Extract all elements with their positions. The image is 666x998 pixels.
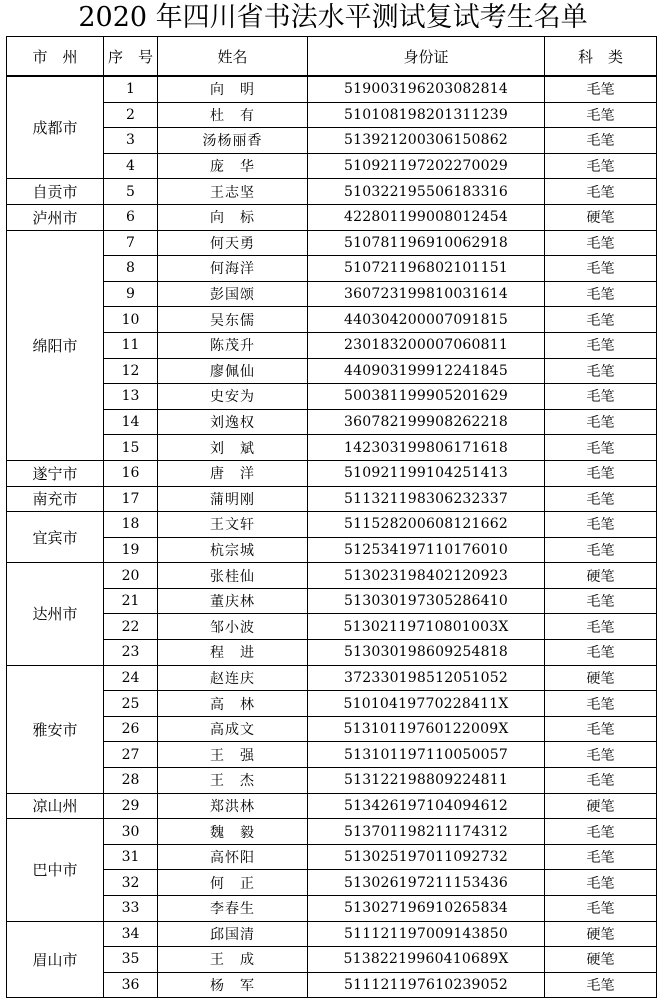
city-cell: 雅安市: [7, 665, 104, 793]
subject-cell: 毛笔: [545, 896, 657, 922]
id-number-cell: 513030198609254818: [308, 640, 545, 666]
id-number-cell: 510781196910062918: [308, 230, 545, 256]
seq-cell: 8: [104, 256, 158, 282]
id-number-cell: 519003196203082814: [308, 76, 545, 102]
id-number-cell: 510921199104251413: [308, 460, 545, 486]
table-row: [7, 870, 657, 896]
id-number-cell: 500381199905201629: [308, 384, 545, 410]
seq-cell: 12: [104, 358, 158, 384]
id-number-cell: 360723199810031614: [308, 281, 545, 307]
subject-cell: 毛笔: [545, 870, 657, 896]
table-row: [7, 102, 657, 128]
id-number-cell: 511321198306232337: [308, 486, 545, 512]
seq-cell: 6: [104, 204, 158, 230]
name-cell: 王文轩: [158, 512, 308, 538]
subject-cell: 毛笔: [545, 435, 657, 461]
seq-cell: 31: [104, 844, 158, 870]
table-row: [7, 409, 657, 435]
id-number-cell: 513027196910265834: [308, 896, 545, 922]
name-cell: 史安为: [158, 384, 308, 410]
id-number-cell: 511121197009143850: [308, 921, 545, 947]
name-cell: 高 林: [158, 691, 308, 717]
city-cell: 泸州市: [7, 204, 104, 230]
id-number-cell: 510921197202270029: [308, 153, 545, 179]
name-cell: 陈茂升: [158, 332, 308, 358]
table-row: [7, 230, 657, 256]
name-cell: 程 进: [158, 640, 308, 666]
table-row: [7, 435, 657, 461]
id-number-cell: 510322195506183316: [308, 179, 545, 205]
city-cell: 巴中市: [7, 819, 104, 921]
seq-cell: 10: [104, 307, 158, 333]
seq-cell: 14: [104, 409, 158, 435]
seq-cell: 26: [104, 716, 158, 742]
id-number-cell: 513030197305286410: [308, 588, 545, 614]
name-cell: 刘逸权: [158, 409, 308, 435]
name-cell: 唐 洋: [158, 460, 308, 486]
name-cell: 庞 华: [158, 153, 308, 179]
seq-cell: 3: [104, 128, 158, 154]
subject-cell: 硬笔: [545, 947, 657, 973]
seq-cell: 21: [104, 588, 158, 614]
id-number-cell: 360782199908262218: [308, 409, 545, 435]
table-row: [7, 716, 657, 742]
name-cell: 高成文: [158, 716, 308, 742]
subject-cell: 毛笔: [545, 179, 657, 205]
city-cell: 绵阳市: [7, 230, 104, 460]
subject-cell: 毛笔: [545, 614, 657, 640]
subject-cell: 毛笔: [545, 486, 657, 512]
seq-cell: 11: [104, 332, 158, 358]
id-number-cell: 513026197211153436: [308, 870, 545, 896]
name-cell: 何天勇: [158, 230, 308, 256]
id-number-cell: 513101197110050057: [308, 742, 545, 768]
subject-cell: 毛笔: [545, 256, 657, 282]
subject-cell: 毛笔: [545, 102, 657, 128]
table-row: [7, 307, 657, 333]
name-cell: 蒲明刚: [158, 486, 308, 512]
table-row: [7, 128, 657, 154]
seq-cell: 22: [104, 614, 158, 640]
table-header: [7, 37, 657, 77]
id-number-cell: 511528200608121662: [308, 512, 545, 538]
seq-cell: 23: [104, 640, 158, 666]
name-cell: 邹小波: [158, 614, 308, 640]
seq-cell: 30: [104, 819, 158, 845]
header-name: 姓名: [158, 37, 308, 77]
subject-cell: 毛笔: [545, 409, 657, 435]
subject-cell: 毛笔: [545, 281, 657, 307]
table-row: [7, 358, 657, 384]
id-number-cell: 512534197110176010: [308, 537, 545, 563]
table-row: [7, 384, 657, 410]
subject-cell: 毛笔: [545, 640, 657, 666]
subject-cell: 毛笔: [545, 972, 657, 998]
seq-cell: 36: [104, 972, 158, 998]
name-cell: 张桂仙: [158, 563, 308, 589]
subject-cell: 毛笔: [545, 76, 657, 102]
city-cell: 遂宁市: [7, 460, 104, 486]
table-row: [7, 614, 657, 640]
seq-cell: 35: [104, 947, 158, 973]
name-cell: 王 成: [158, 947, 308, 973]
table-row: [7, 332, 657, 358]
city-cell: 宜宾市: [7, 512, 104, 563]
header-city: 市 州: [7, 37, 104, 77]
subject-cell: 毛笔: [545, 512, 657, 538]
seq-cell: 33: [104, 896, 158, 922]
id-number-cell: 51302119710801003X: [308, 614, 545, 640]
id-number-cell: 513426197104094612: [308, 793, 545, 819]
table-row: [7, 256, 657, 282]
name-cell: 邱国清: [158, 921, 308, 947]
name-cell: 彭国颂: [158, 281, 308, 307]
subject-cell: 毛笔: [545, 742, 657, 768]
seq-cell: 27: [104, 742, 158, 768]
name-cell: 何 正: [158, 870, 308, 896]
seq-cell: 4: [104, 153, 158, 179]
id-number-cell: 230183200007060811: [308, 332, 545, 358]
subject-cell: 毛笔: [545, 588, 657, 614]
id-number-cell: 51310119760122009X: [308, 716, 545, 742]
seq-cell: 19: [104, 537, 158, 563]
seq-cell: 18: [104, 512, 158, 538]
table-row: [7, 972, 657, 998]
seq-cell: 24: [104, 665, 158, 691]
name-cell: 向 明: [158, 76, 308, 102]
table-row: [7, 563, 657, 589]
subject-cell: 毛笔: [545, 691, 657, 717]
name-cell: 何海洋: [158, 256, 308, 282]
name-cell: 杜 有: [158, 102, 308, 128]
table-row: [7, 819, 657, 845]
seq-cell: 17: [104, 486, 158, 512]
subject-cell: 毛笔: [545, 384, 657, 410]
header-seq: 序 号: [104, 37, 158, 77]
id-number-cell: 513023198402120923: [308, 563, 545, 589]
name-cell: 杨 军: [158, 972, 308, 998]
id-number-cell: 51010419770228411X: [308, 691, 545, 717]
candidate-table: [6, 36, 657, 998]
table-row: [7, 512, 657, 538]
seq-cell: 20: [104, 563, 158, 589]
seq-cell: 28: [104, 768, 158, 794]
subject-cell: 毛笔: [545, 716, 657, 742]
name-cell: 刘 斌: [158, 435, 308, 461]
seq-cell: 32: [104, 870, 158, 896]
id-number-cell: 51382219960410689X: [308, 947, 545, 973]
table-row: [7, 640, 657, 666]
id-number-cell: 513701198211174312: [308, 819, 545, 845]
subject-cell: 毛笔: [545, 844, 657, 870]
subject-cell: 毛笔: [545, 819, 657, 845]
id-number-cell: 142303199806171618: [308, 435, 545, 461]
city-cell: 成都市: [7, 76, 104, 179]
seq-cell: 34: [104, 921, 158, 947]
table-body: [7, 76, 657, 998]
id-number-cell: 513122198809224811: [308, 768, 545, 794]
table-row: [7, 153, 657, 179]
seq-cell: 9: [104, 281, 158, 307]
table-row: [7, 896, 657, 922]
header-id: 身份证: [308, 37, 545, 77]
seq-cell: 15: [104, 435, 158, 461]
id-number-cell: 422801199008012454: [308, 204, 545, 230]
name-cell: 杭宗城: [158, 537, 308, 563]
id-number-cell: 372330198512051052: [308, 665, 545, 691]
subject-cell: 硬笔: [545, 563, 657, 589]
seq-cell: 2: [104, 102, 158, 128]
subject-cell: 毛笔: [545, 332, 657, 358]
table-row: [7, 281, 657, 307]
table-row: [7, 179, 657, 205]
table-row: [7, 793, 657, 819]
subject-cell: 毛笔: [545, 460, 657, 486]
subject-cell: 毛笔: [545, 307, 657, 333]
subject-cell: 毛笔: [545, 128, 657, 154]
header-row: [7, 37, 657, 77]
name-cell: 吴东儒: [158, 307, 308, 333]
id-number-cell: 440903199912241845: [308, 358, 545, 384]
page-title: 2020 年四川省书法水平测试复试考生名单: [78, 2, 588, 33]
subject-cell: 硬笔: [545, 204, 657, 230]
seq-cell: 7: [104, 230, 158, 256]
name-cell: 魏 毅: [158, 819, 308, 845]
subject-cell: 毛笔: [545, 768, 657, 794]
subject-cell: 毛笔: [545, 153, 657, 179]
table-row: [7, 665, 657, 691]
table-row: [7, 947, 657, 973]
city-cell: 达州市: [7, 563, 104, 665]
table-row: [7, 76, 657, 102]
id-number-cell: 510108198201311239: [308, 102, 545, 128]
subject-cell: 毛笔: [545, 230, 657, 256]
name-cell: 王志坚: [158, 179, 308, 205]
id-number-cell: 510721196802101151: [308, 256, 545, 282]
name-cell: 高怀阳: [158, 844, 308, 870]
table-row: [7, 844, 657, 870]
name-cell: 郑洪林: [158, 793, 308, 819]
name-cell: 李春生: [158, 896, 308, 922]
table-row: [7, 921, 657, 947]
table-row: [7, 537, 657, 563]
table-row: [7, 486, 657, 512]
subject-cell: 硬笔: [545, 665, 657, 691]
subject-cell: 硬笔: [545, 921, 657, 947]
name-cell: 王 杰: [158, 768, 308, 794]
table-row: [7, 768, 657, 794]
city-cell: 自贡市: [7, 179, 104, 205]
header-subject: 科 类: [545, 37, 657, 77]
name-cell: 王 强: [158, 742, 308, 768]
id-number-cell: 511121197610239052: [308, 972, 545, 998]
name-cell: 赵连庆: [158, 665, 308, 691]
id-number-cell: 440304200007091815: [308, 307, 545, 333]
name-cell: 向 标: [158, 204, 308, 230]
subject-cell: 毛笔: [545, 358, 657, 384]
seq-cell: 16: [104, 460, 158, 486]
table-row: [7, 691, 657, 717]
seq-cell: 1: [104, 76, 158, 102]
seq-cell: 25: [104, 691, 158, 717]
name-cell: 廖佩仙: [158, 358, 308, 384]
subject-cell: 硬笔: [545, 793, 657, 819]
seq-cell: 13: [104, 384, 158, 410]
seq-cell: 5: [104, 179, 158, 205]
subject-cell: 毛笔: [545, 537, 657, 563]
table-row: [7, 742, 657, 768]
table-row: [7, 588, 657, 614]
name-cell: 董庆林: [158, 588, 308, 614]
seq-cell: 29: [104, 793, 158, 819]
city-cell: 眉山市: [7, 921, 104, 998]
city-cell: 凉山州: [7, 793, 104, 819]
name-cell: 汤杨丽香: [158, 128, 308, 154]
city-cell: 南充市: [7, 486, 104, 512]
table-row: [7, 460, 657, 486]
table-row: [7, 204, 657, 230]
id-number-cell: 513921200306150862: [308, 128, 545, 154]
id-number-cell: 513025197011092732: [308, 844, 545, 870]
